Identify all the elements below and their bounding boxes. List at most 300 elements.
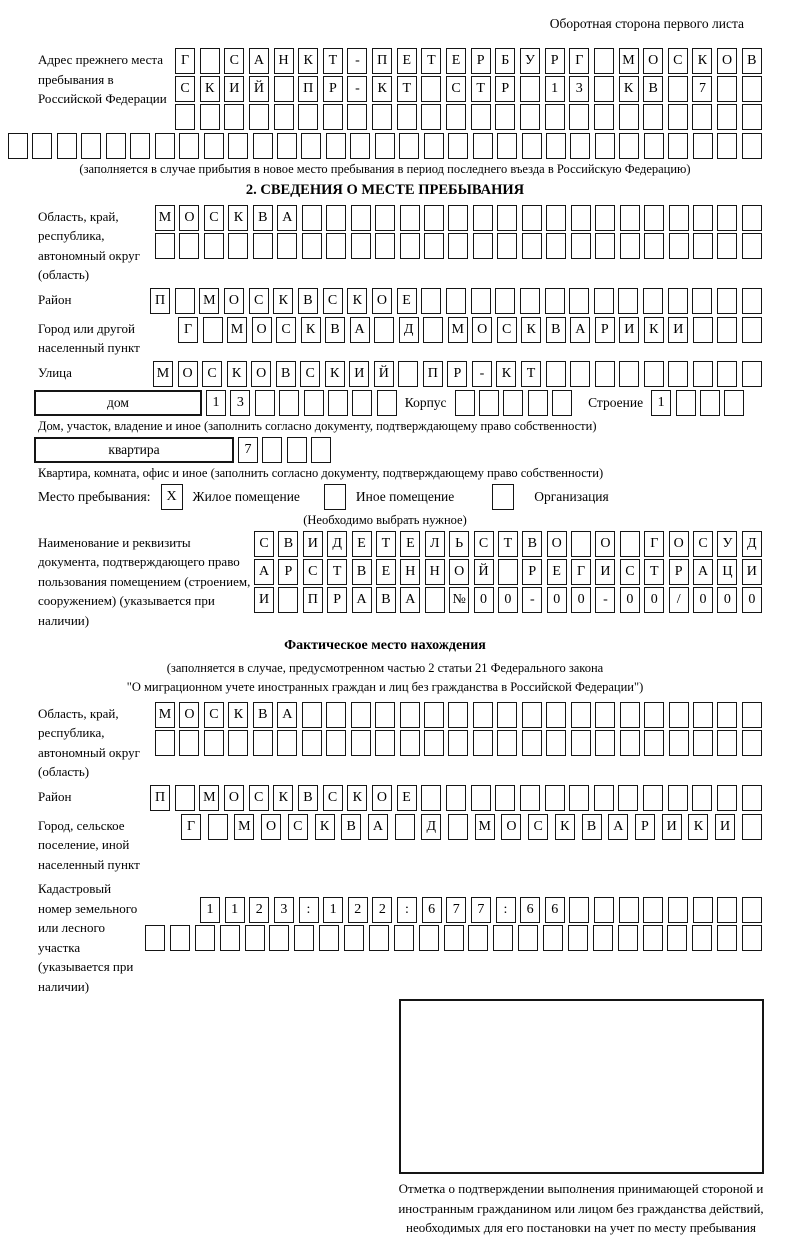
char-cell — [301, 133, 321, 159]
char-cell — [326, 205, 346, 231]
char-cell — [421, 785, 441, 811]
stamp-caption: Отметка о подтверждении выполнения принимающей стороной и иностранным гражданином или лицом без гражданства действий, необходимых для его постановки на учет по месту пребывания — [398, 1181, 764, 1236]
char-cell: 0 — [474, 587, 494, 613]
char-cell: Л — [425, 531, 445, 557]
char-cell: Р — [327, 587, 347, 613]
char-cell — [644, 133, 664, 159]
stay-type-row — [38, 484, 762, 510]
char-cell: У — [717, 531, 737, 557]
char-cell: № — [449, 587, 469, 613]
char-cell — [717, 104, 737, 130]
char-cell: Е — [397, 288, 417, 314]
prev-address-row-3 — [175, 104, 762, 130]
char-cell — [569, 897, 589, 923]
char-cell — [619, 104, 639, 130]
char-cell — [643, 897, 663, 923]
cadastre-label: Кадастровый номер земельного или лесного участка (указывается при наличии) — [38, 881, 138, 994]
char-cell: К — [227, 361, 247, 387]
char-cell — [326, 133, 346, 159]
char-cell — [742, 814, 762, 840]
char-cell: В — [276, 361, 296, 387]
document-label: Наименование и реквизиты документа, подтверждающего право пользования помещением (строением, сооружением) (указывается при наличии) — [38, 534, 251, 628]
char-cell: К — [619, 76, 639, 102]
field-prev-address — [8, 48, 762, 130]
char-cell — [498, 559, 518, 585]
char-cell — [448, 133, 468, 159]
char-cell — [274, 104, 294, 130]
char-cell: В — [376, 587, 396, 613]
region-row-1 — [155, 205, 762, 231]
char-cell — [742, 104, 762, 130]
char-cell: К — [301, 317, 321, 343]
char-cell — [595, 133, 615, 159]
char-cell — [444, 925, 464, 951]
char-cell — [497, 730, 517, 756]
char-cell: Н — [425, 559, 445, 585]
char-cell — [522, 702, 542, 728]
char-cell: К — [315, 814, 335, 840]
char-cell: К — [273, 785, 293, 811]
char-cell: И — [595, 559, 615, 585]
char-cell — [326, 233, 346, 259]
char-cell — [471, 785, 491, 811]
char-cell — [298, 104, 318, 130]
char-cell: 1 — [651, 390, 671, 416]
char-cell: В — [253, 205, 273, 231]
char-cell — [643, 288, 663, 314]
char-cell: 0 — [547, 587, 567, 613]
char-cell: С — [668, 48, 688, 74]
char-cell: 6 — [422, 897, 442, 923]
char-cell: / — [669, 587, 689, 613]
char-cell — [594, 288, 614, 314]
char-cell: О — [179, 205, 199, 231]
char-cell: М — [155, 702, 175, 728]
char-cell: Г — [569, 48, 589, 74]
char-cell: Е — [397, 48, 417, 74]
char-cell: Е — [376, 559, 396, 585]
char-cell — [323, 104, 343, 130]
char-cell — [175, 104, 195, 130]
char-cell — [302, 730, 322, 756]
stamp-area — [399, 999, 764, 1238]
char-cell — [208, 814, 228, 840]
char-cell — [351, 233, 371, 259]
char-cell — [255, 390, 275, 416]
char-cell — [372, 104, 392, 130]
char-cell — [448, 233, 468, 259]
char-cell: К — [228, 205, 248, 231]
char-cell — [398, 361, 418, 387]
char-cell: А — [608, 814, 628, 840]
char-cell — [546, 361, 566, 387]
char-cell — [328, 390, 348, 416]
char-cell: С — [254, 531, 274, 557]
char-cell: А — [400, 587, 420, 613]
char-cell — [569, 104, 589, 130]
char-cell: С — [620, 559, 640, 585]
field-cadastre — [8, 877, 762, 996]
char-cell — [311, 437, 331, 463]
char-cell — [155, 730, 175, 756]
char-cell — [497, 205, 517, 231]
char-cell: В — [742, 48, 762, 74]
char-cell: 3 — [274, 897, 294, 923]
char-cell: А — [254, 559, 274, 585]
char-cell — [423, 317, 443, 343]
char-cell — [546, 702, 566, 728]
char-cell — [448, 702, 468, 728]
char-cell: К — [692, 48, 712, 74]
apartment-box-label: квартира — [34, 437, 234, 463]
char-cell: : — [496, 897, 516, 923]
char-cell: 0 — [620, 587, 640, 613]
char-cell — [287, 437, 307, 463]
char-cell — [375, 730, 395, 756]
char-cell — [375, 702, 395, 728]
char-cell: П — [298, 76, 318, 102]
char-cell: А — [570, 317, 590, 343]
cadastre-row-2 — [145, 925, 762, 951]
char-cell — [249, 104, 269, 130]
char-cell — [302, 205, 322, 231]
char-cell: Т — [521, 361, 541, 387]
char-cell: Д — [327, 531, 347, 557]
stay-type-label: Место пребывания: — [38, 488, 151, 504]
stroenie-cells — [651, 390, 744, 416]
char-cell — [424, 133, 444, 159]
char-cell: 2 — [372, 897, 392, 923]
prev-address-label: Адрес прежнего места пребывания в Российской Федерации — [38, 52, 167, 106]
char-cell — [742, 288, 762, 314]
char-cell — [497, 133, 517, 159]
char-cell: Н — [400, 559, 420, 585]
char-cell — [326, 702, 346, 728]
char-cell — [545, 785, 565, 811]
char-cell: С — [276, 317, 296, 343]
char-cell: - — [472, 361, 492, 387]
region-2-row-2 — [155, 730, 762, 756]
char-cell: Т — [498, 531, 518, 557]
char-cell — [495, 785, 515, 811]
char-cell — [497, 702, 517, 728]
char-cell — [693, 897, 713, 923]
district-2-row — [150, 785, 762, 811]
char-cell — [253, 233, 273, 259]
apartment-cells — [238, 437, 331, 463]
char-cell: К — [688, 814, 708, 840]
district-label: Район — [38, 291, 72, 307]
house-number-cells — [206, 390, 397, 416]
char-cell: : — [299, 897, 319, 923]
char-cell: Т — [327, 559, 347, 585]
char-cell — [571, 730, 591, 756]
char-cell — [619, 361, 639, 387]
section2-title: 2. СВЕДЕНИЯ О МЕСТЕ ПРЕБЫВАНИЯ — [245, 181, 525, 198]
char-cell: И — [619, 317, 639, 343]
char-cell — [571, 205, 591, 231]
header-note: Оборотная сторона первого листа — [549, 16, 744, 31]
char-cell: К — [372, 76, 392, 102]
char-cell: 6 — [545, 897, 565, 923]
char-cell — [473, 233, 493, 259]
char-cell: - — [347, 76, 367, 102]
char-cell: И — [303, 531, 323, 557]
char-cell: Г — [181, 814, 201, 840]
char-cell: Р — [522, 559, 542, 585]
field-city — [8, 317, 762, 358]
char-cell — [200, 48, 220, 74]
region-row-2 — [155, 233, 762, 259]
char-cell — [245, 925, 265, 951]
char-cell — [347, 104, 367, 130]
char-cell — [717, 76, 737, 102]
char-cell — [424, 205, 444, 231]
char-cell — [693, 205, 713, 231]
char-cell — [522, 233, 542, 259]
char-cell: 7 — [446, 897, 466, 923]
char-cell — [669, 702, 689, 728]
char-cell: Р — [323, 76, 343, 102]
char-cell — [594, 897, 614, 923]
char-cell — [742, 76, 762, 102]
char-cell — [479, 390, 499, 416]
char-cell — [204, 233, 224, 259]
char-cell — [618, 925, 638, 951]
char-cell: А — [368, 814, 388, 840]
field-document — [8, 531, 762, 631]
char-cell — [742, 702, 762, 728]
char-cell — [302, 702, 322, 728]
char-cell — [620, 702, 640, 728]
char-cell — [700, 390, 720, 416]
char-cell: 0 — [742, 587, 762, 613]
field-district — [8, 288, 762, 314]
char-cell — [569, 288, 589, 314]
district-row — [150, 288, 762, 314]
char-cell — [644, 361, 664, 387]
char-cell — [424, 702, 444, 728]
document-row-2 — [254, 559, 762, 585]
char-cell: М — [227, 317, 247, 343]
char-cell: Б — [495, 48, 515, 74]
char-cell — [568, 925, 588, 951]
char-cell — [693, 317, 713, 343]
char-cell — [520, 104, 540, 130]
char-cell: Й — [374, 361, 394, 387]
korpus-label: Корпус — [404, 394, 447, 410]
char-cell — [351, 205, 371, 231]
char-cell: В — [352, 559, 372, 585]
prev-address-note: (заполняется в случае прибытия в новое место пребывания в период последнего въезда в Российскую Федерацию) — [79, 162, 691, 176]
char-cell — [522, 205, 542, 231]
char-cell — [446, 104, 466, 130]
char-cell — [692, 288, 712, 314]
char-cell: К — [200, 76, 220, 102]
char-cell — [204, 133, 224, 159]
char-cell: О — [501, 814, 521, 840]
char-cell: М — [234, 814, 254, 840]
char-cell — [8, 133, 28, 159]
char-cell — [471, 288, 491, 314]
region-2-label: Область, край, республика, автономный округ (область) — [38, 705, 140, 780]
char-cell — [302, 233, 322, 259]
field-district-2 — [8, 785, 762, 811]
char-cell: К — [347, 785, 367, 811]
char-cell — [643, 785, 663, 811]
char-cell: К — [325, 361, 345, 387]
char-cell — [644, 702, 664, 728]
actual-location-title: Фактическое место нахождения — [284, 638, 486, 653]
char-cell — [571, 233, 591, 259]
char-cell — [471, 104, 491, 130]
char-cell: К — [521, 317, 541, 343]
char-cell — [179, 233, 199, 259]
char-cell — [446, 288, 466, 314]
char-cell: С — [446, 76, 466, 102]
char-cell — [693, 133, 713, 159]
char-cell — [668, 897, 688, 923]
char-cell: 0 — [571, 587, 591, 613]
char-cell — [742, 133, 762, 159]
char-cell: Е — [446, 48, 466, 74]
char-cell: 0 — [644, 587, 664, 613]
char-cell: С — [300, 361, 320, 387]
char-cell — [424, 730, 444, 756]
char-cell: А — [277, 205, 297, 231]
char-cell — [693, 233, 713, 259]
char-cell: Т — [471, 76, 491, 102]
char-cell — [546, 730, 566, 756]
char-cell — [717, 925, 737, 951]
char-cell — [179, 730, 199, 756]
char-cell — [106, 133, 126, 159]
char-cell — [693, 361, 713, 387]
char-cell: - — [522, 587, 542, 613]
char-cell — [692, 925, 712, 951]
char-cell — [130, 133, 150, 159]
cadastre-lines — [145, 897, 762, 996]
char-cell — [399, 133, 419, 159]
char-cell: С — [323, 288, 343, 314]
house-box-label: дом — [34, 390, 202, 416]
char-cell — [742, 897, 762, 923]
char-cell — [522, 730, 542, 756]
char-cell: 7 — [692, 76, 712, 102]
char-cell: 2 — [348, 897, 368, 923]
region-2-row-1 — [155, 702, 762, 728]
apartment-row — [34, 437, 762, 463]
prev-address-row-2 — [175, 76, 762, 102]
char-cell: С — [175, 76, 195, 102]
char-cell: Т — [376, 531, 396, 557]
char-cell — [446, 785, 466, 811]
char-cell — [618, 288, 638, 314]
char-cell: 2 — [249, 897, 269, 923]
char-cell — [595, 730, 615, 756]
char-cell — [155, 233, 175, 259]
char-cell — [374, 317, 394, 343]
char-cell: М — [155, 205, 175, 231]
district-2-label: Район — [38, 788, 72, 804]
char-cell — [693, 730, 713, 756]
char-cell: О — [261, 814, 281, 840]
char-cell — [717, 730, 737, 756]
char-cell — [448, 814, 468, 840]
char-cell — [595, 702, 615, 728]
char-cell: Г — [644, 531, 664, 557]
char-cell: В — [546, 317, 566, 343]
char-cell — [742, 730, 762, 756]
char-cell: О — [595, 531, 615, 557]
char-cell: М — [475, 814, 495, 840]
char-cell: Р — [495, 76, 515, 102]
char-cell — [593, 925, 613, 951]
char-cell: - — [595, 587, 615, 613]
char-cell — [594, 76, 614, 102]
char-cell: К — [273, 288, 293, 314]
stroenie-label: Строение — [588, 394, 644, 410]
char-cell — [676, 390, 696, 416]
char-cell — [571, 531, 591, 557]
char-cell: О — [472, 317, 492, 343]
char-cell — [669, 233, 689, 259]
char-cell: Г — [175, 48, 195, 74]
char-cell: О — [179, 702, 199, 728]
char-cell: С — [497, 317, 517, 343]
char-cell — [473, 205, 493, 231]
char-cell — [220, 925, 240, 951]
char-cell — [619, 133, 639, 159]
char-cell — [493, 925, 513, 951]
char-cell: О — [224, 288, 244, 314]
char-cell — [717, 897, 737, 923]
char-cell — [170, 925, 190, 951]
char-cell — [570, 361, 590, 387]
char-cell — [668, 133, 688, 159]
char-cell: П — [372, 48, 392, 74]
char-cell — [669, 205, 689, 231]
char-cell — [520, 785, 540, 811]
char-cell: Й — [474, 559, 494, 585]
char-cell — [455, 390, 475, 416]
actual-location-note-1: (заполняется в случае, предусмотренном частью 2 статьи 21 Федерального закона — [166, 661, 604, 675]
char-cell — [546, 205, 566, 231]
char-cell — [279, 390, 299, 416]
char-cell — [277, 233, 297, 259]
char-cell: О — [717, 48, 737, 74]
char-cell: К — [555, 814, 575, 840]
char-cell — [175, 288, 195, 314]
char-cell — [594, 48, 614, 74]
char-cell — [594, 104, 614, 130]
prev-address-row-1 — [175, 48, 762, 74]
char-cell: Т — [421, 48, 441, 74]
char-cell — [543, 925, 563, 951]
option-other-premises-label: Иное помещение — [355, 488, 455, 504]
city-2-row — [181, 814, 762, 840]
char-cell — [395, 814, 415, 840]
char-cell — [400, 702, 420, 728]
char-cell: Т — [644, 559, 664, 585]
char-cell: Т — [323, 48, 343, 74]
char-cell — [569, 785, 589, 811]
field-city-2 — [8, 814, 762, 875]
char-cell: Й — [249, 76, 269, 102]
char-cell — [620, 233, 640, 259]
stay-type-note: (Необходимо выбрать нужное) — [303, 512, 467, 527]
char-cell — [595, 233, 615, 259]
